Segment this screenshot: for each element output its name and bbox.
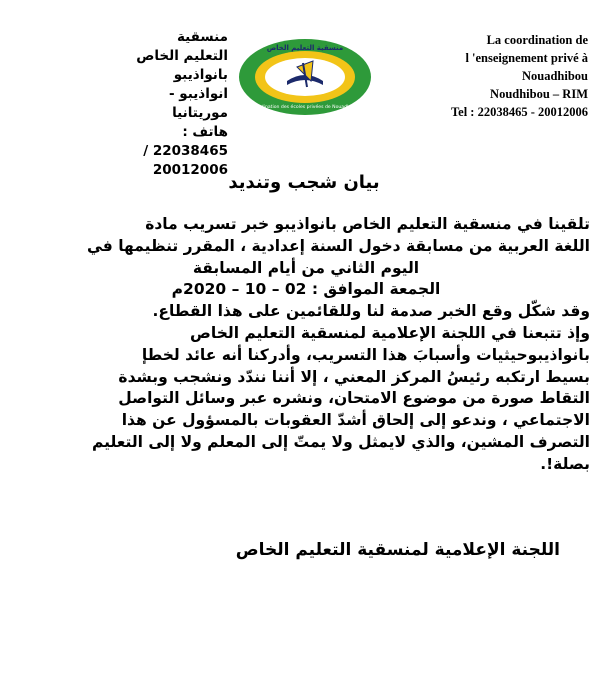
header-french-org: La coordination de (486, 33, 588, 47)
header-french-city: Nouadhibou (521, 69, 588, 83)
body-line: وإذ تتبعنا في اللجنة الإعلامية لمنسقية التعليم الخاص (190, 323, 590, 342)
header-arabic-block (128, 28, 228, 180)
logo-emblem-icon (237, 37, 373, 117)
header-arabic-location: انواذيبو - موريتانيا (168, 86, 228, 121)
body-line: بصلة!. (540, 454, 590, 473)
body-line: بانواذيبوحيثيات وأسبابَ هذا التسريب، وأدركنا أنه عائد لخطإ (141, 345, 590, 364)
header-arabic-phone-2: 20012006 (152, 162, 228, 178)
body-date-line: الجمعة الموافق : 02 – 10 – 2020م (171, 280, 441, 299)
logo-top-text: منسقية التعليم الخاص (266, 44, 344, 52)
header-french-org-2: l 'enseignement privé à (465, 51, 588, 65)
organization-logo (237, 37, 373, 117)
body-line: اللغة العربية من مسابقة دخول السنة إعدادية ، المقرر تنظيمها في (86, 236, 590, 255)
body-line: تلقينا في منسقية التعليم الخاص بانواذيبو خبر تسريب مادة (145, 215, 590, 233)
header-french-location: Noudhibou – RIM (490, 87, 588, 101)
header-french-block (380, 31, 588, 121)
header-arabic-org: منسقية التعليم الخاص (136, 29, 228, 64)
document-title: بيان شجب وتنديد (228, 172, 380, 193)
body-line: التقاط صورة من موضوع الامتحان، ونشره عبر وسائل التواصل (118, 389, 590, 408)
body-line: التصرف المشين، والذي لايمثل ولا يمتّ إلى المعلم ولا إلى التعليم (91, 432, 590, 451)
header-arabic-city: بانواذيبو (173, 67, 228, 83)
body-line: بسيط ارتكبه رئيسُ المركز المعني ، إلا أننا نندّد ونشجب وبشدة (118, 367, 590, 386)
header-french-phone: Tel : 22038465 - 20012006 (450, 105, 588, 119)
signature: اللجنة الإعلامية لمنسقية التعليم الخاص (235, 540, 560, 560)
body-line: اليوم الثاني من أيام المسابقة (192, 258, 420, 277)
body-line: الاجتماعي ، وندعو إلى إلحاق أشدّ العقوبات بالمسؤول عن هذا (121, 411, 590, 430)
document-body (22, 214, 590, 476)
body-line: وقد شكّل وقع الخبر صدمة لنا وللقائمين على هذا القطاع. (152, 302, 590, 321)
logo-bottom-text: Coordination des écoles privées de Nouadhibou (250, 105, 360, 110)
header-arabic-phone: هاتف : 22038465 / (143, 124, 228, 159)
